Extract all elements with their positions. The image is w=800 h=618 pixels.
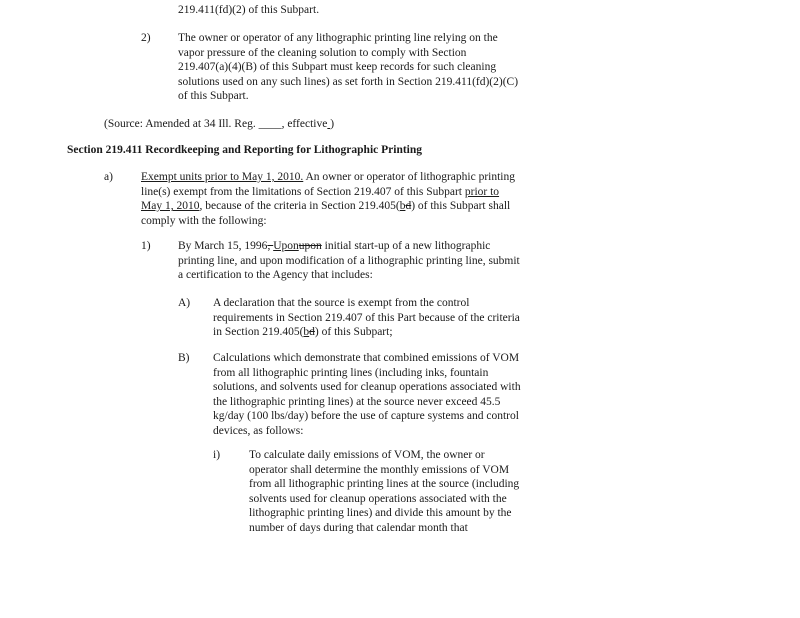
section-heading: Section 219.411 Recordkeeping and Reporting for Lithographic Printing: [67, 144, 423, 156]
item-2-label: 2): [141, 32, 151, 44]
item-i-label: i): [213, 449, 221, 461]
item-2-text: [178, 31, 518, 104]
text-line: May 1, 2010, because of the criteria in Section 219.405(bd) of this Subpart shall: [141, 200, 511, 213]
item-1-text: [178, 239, 520, 283]
text-line: Exempt units prior to May 1, 2010. An owner or operator of lithographic printing: [141, 171, 516, 183]
item-A-label: A): [178, 297, 191, 309]
text-line: lithographic printing lines) and divide this amount by the: [249, 507, 512, 520]
text-line: comply with the following:: [141, 214, 267, 227]
text-line: requirements in Section 219.407 of this Part because of the criteria: [213, 311, 520, 324]
item-1-label: 1): [141, 240, 151, 252]
text-line: A declaration that the source is exempt from the control: [213, 297, 470, 309]
text-line: vapor pressure of the cleaning solution to comply with Section: [178, 46, 467, 59]
text-line: solvents used for cleanup operations associated with the: [249, 492, 507, 505]
text-line: in Section 219.405(bd) of this Subpart;: [213, 326, 393, 339]
text-line: By March 15, 1996, Uponupon initial start-up of a new lithographic: [178, 240, 491, 252]
text-line: a certification to the Agency that includes:: [178, 269, 373, 282]
text-line: the lithographic printing lines) at the source never exceed 45.5: [213, 395, 501, 408]
text-line: kg/day (100 lbs/day) before the use of capture systems and control: [213, 410, 519, 423]
item-i-text: [249, 448, 519, 536]
continued-text-fragment: 219.411(fd)(2) of this Subpart.: [178, 4, 320, 16]
item-A-text: [213, 296, 520, 340]
text-line: To calculate daily emissions of VOM, the owner or: [249, 449, 485, 461]
text-line: printing line, and upon modification of a lithographic printing line, submit: [178, 254, 520, 267]
text-line: operator shall determine the monthly emissions of VOM: [249, 463, 510, 476]
text-line: solutions used on any such lines) as set forth in Section 219.411(fd)(2)(C): [178, 75, 519, 88]
text-line: line(s) exempt from the limitations of Section 219.407 of this Subpart prior to: [141, 185, 500, 198]
text-line: The owner or operator of any lithographic printing line relying on the: [178, 32, 498, 44]
text-line: of this Subpart.: [178, 90, 249, 103]
item-B-text: [213, 351, 521, 439]
text-line: number of days during that calendar month that: [249, 521, 468, 534]
item-B-label: B): [178, 352, 190, 364]
text-line: solutions, and solvents used for cleanup operations associated with: [213, 381, 521, 394]
text-line: Calculations which demonstrate that combined emissions of VOM: [213, 352, 520, 364]
text-line: from all lithographic printing lines at the source (including: [249, 478, 520, 491]
text-line: devices, as follows:: [213, 424, 304, 437]
item-a-text: [141, 170, 515, 228]
source-note: (Source: Amended at 34 Ill. Reg. ____, effective ): [104, 118, 335, 130]
item-a-label: a): [104, 171, 113, 183]
text-line: 219.407(a)(4)(B) of this Subpart must keep records for such cleaning: [178, 61, 497, 74]
text-line: from all lithographic printing lines (including inks, fountain: [213, 366, 489, 379]
